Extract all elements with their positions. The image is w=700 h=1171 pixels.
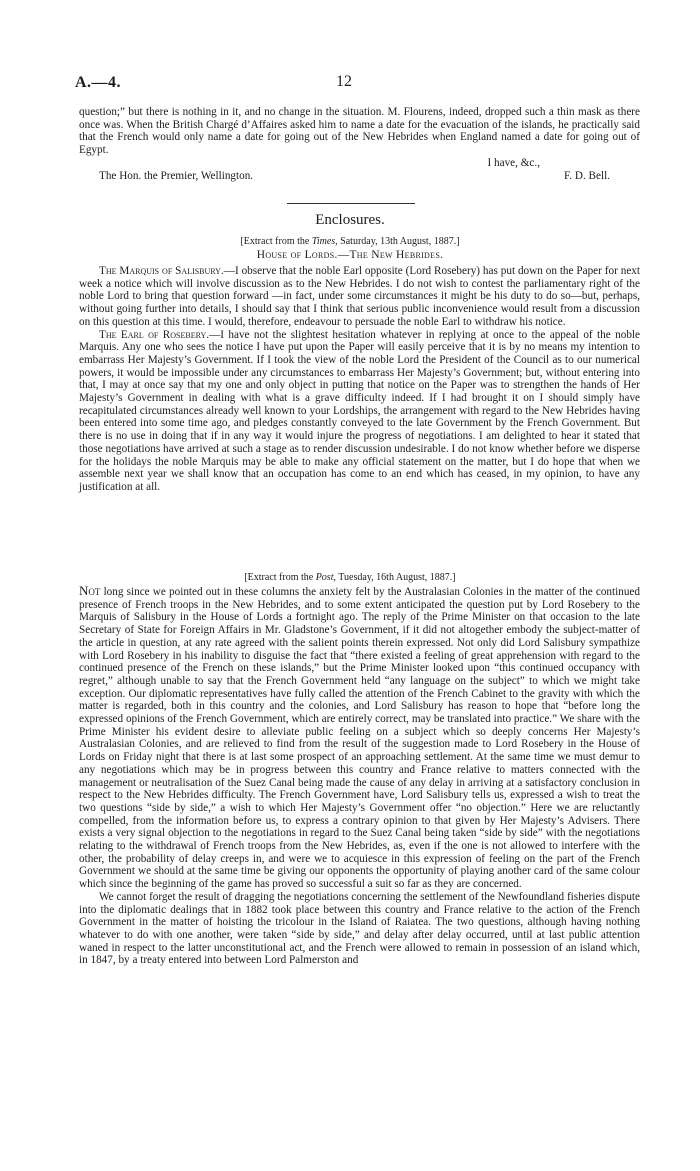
section-divider <box>287 203 415 204</box>
paragraph-text: .—I observe that the noble Earl opposite (Lord Rosebery) has put down on the Paper for next week a notice which will involve discussion as to the New Hebrides. I do not wish to contest the parliamentary right of the noble Lord to bring that question forward —in fact, under some circumstances it might be his duty to do so—but, perhaps, without going further into details, I should say that I think that serious public inconvenience would result from a discussion on this question at this time. I would, therefore, endeavour to persuade the noble Earl to withdraw his notice. <box>79 265 640 328</box>
speaker-name: The Earl of Rosebery <box>99 328 207 341</box>
heading-house: House of Lords <box>256 249 335 261</box>
paragraph-text: .—I have not the slightest hesitation whatever in replying at once to the appeal of the noble Marquis. Any one who sees the notice I have put upon the Paper will easily perceive that it is by no means my intention to embarrass Her Majesty’s Government. If I took the view of the noble Lord the President of the Council as to our numerical powers, it would be impossible under any circumstances to embarrass Her Majesty’s Government; but, without entering into that, I may at once say that my one and only object in putting that notice on the Paper was to strengthen the hands of Her Majesty’s Government in dealing with what is a grave difficulty indeed. If I had brought it on I should simply have recapitulated circumstances already well known to your Lordships, the arrangement with regard to the New Hebrides having been entered into some time ago, and pledges constantly conveyed to the late Government by the French Government. But there is no use in doing that if in any way it would injure the progress of negotiations. I am delighted to hear it stated that those negotiations have arrived at such a stage as to render discussion undesirable. I do not know whether before we disperse for the holidays the noble Marquis may be able to make any official statement on the matter, but I do hope that when we assemble next year we shall know that an occupation has come to an end which has ceased, in my opinion, to have any justification at all. <box>79 328 640 493</box>
article-paragraph-1 <box>79 585 640 891</box>
letter-signoff <box>79 170 640 183</box>
newspaper-name: Post <box>315 572 334 583</box>
extract-source-post <box>0 572 700 583</box>
heading-end: . <box>440 249 444 261</box>
enclosures-title: Enclosures. <box>315 212 385 228</box>
lead-word: Not <box>79 583 101 598</box>
letter-addressee: The Hon. the Premier, Wellington. <box>99 169 254 182</box>
letter-signature: F. D. Bell. <box>563 169 610 182</box>
heading-topic: The New Hebrides <box>349 249 441 261</box>
extract-source-times <box>0 236 700 247</box>
extract-prefix: [Extract from the <box>244 572 316 583</box>
extract-date: , Tuesday, 16th August, 1887.] <box>333 572 456 583</box>
rosebery-paragraph <box>79 329 640 494</box>
salisbury-paragraph <box>79 265 640 329</box>
paragraph-text: long since we pointed out in these columns the anxiety felt by the Australasian Colonies in the matter of the continued presence of French troops in the New Hebrides, and to some extent anticipated the question put by Lord Rosebery to the Marquis of Salisbury in the House of Lords a fortnight ago. The reply of the Prime Minister on that occasion to the late Secretary of State for Foreign Affairs in Mr. Gladstone’s Government, if it did not altogether embody the subject-matter of the article in question, at any rate agreed with the salient points therein expressed. Not only did Lord Salisbury sympathize with Lord Rosebery in his inability to disguise the fact that “there existed a feeling of great apprehension with regard to the continued presence of the French on these islands,” but the Prime Minister looked upon “this continued occupancy with regret,” although unable to say that the French Government held “any language on the subject” to which we might take exception. Our diplomatic representatives have fully called the attention of the French Cabinet to the gravity with which the matter is regarded, both in this country and the colonies, and Lord Salisbury has reason to hope that “before long the expressed opinions of the French Government, which are entirely correct, may be translated into practice.” We share with the Prime Minister his evident desire to alleviate public feeling on a subject which so deeply concerns Her Majesty’s Australasian Colonies, and are relieved to find from the result of the suggestion made to Lord Rosebery in the House of Lords on Friday night that there is at last some prospect of an approaching settlement. At the same time we must demur to any negotiations which may be in progress between this country and France relative to matters connected with the management or neutralisation of the Suez Canal being made the cause of any delay in arriving at a satisfactory conclusion in respect to the New Hebrides difficulty. The French Government have, Lord Salisbury tells us, expressed a wish to treat the two questions “side by side,” a wish to which Her Majesty’s Government offer “no objection.” Here we are reluctantly compelled, from the information before us, to express a contrary opinion to that given by Her Majesty’s Advisers. There exists a very signal objection to the negotiations in regard to the Suez Canal being taken “side by side” with the negotiations relating to the withdrawal of French troops from the New Hebrides, as, even if the one is not allowed to interfere with the other, the probability of delay creeps in, and were we to acquiesce in this expression of feeling on the part of the French Government we should at the same time be giving our opponents the opportunity of playing another card of the same colour which since the beginning of the game has proved so successful a suit so far as they are concerned. <box>79 586 640 891</box>
extract1-body <box>79 265 640 494</box>
speaker-name: The Marquis of Salisbury <box>99 265 221 277</box>
page-number: 12 <box>336 73 352 90</box>
letter-closing: I have, &c., <box>487 156 540 169</box>
letter-text: question;” but there is nothing in it, and no change in the situation. M. Flourens, indeed, dropped such a thin mask as there once was. When the British Chargé d’Affaires asked him to name a date for the evacuation of the islands, he practically said that the French would only name a date for going out of the New Hebrides when England named a date for going out of Egypt. <box>79 106 640 157</box>
article-paragraph-2: We cannot forget the result of dragging the negotiations concerning the settlement of the Newfoundland fisheries dispute into the diplomatic dealings that in 1882 took place between this country and France relative to the action of the French Government in the matter of hoisting the tricolour in the Island of Raiatea. The two questions, although having nothing whatever to do with one another, were taken “side by side,” and delay after delay occurred, until at last public attention waned in respect to the latter unconstitutional act, and the French were allowed to remain in possession of an island which, in 1847, by a treaty entered into between Lord Palmerston and <box>79 890 640 967</box>
document-id: A.—4. <box>75 74 122 91</box>
heading-separator: .— <box>334 249 350 261</box>
extract-date: , Saturday, 13th August, 1887.] <box>335 236 460 247</box>
letter-body <box>79 106 640 182</box>
newspaper-name: Times <box>311 236 336 247</box>
extract-prefix: [Extract from the <box>240 236 312 247</box>
extract2-body <box>79 585 640 967</box>
debate-heading <box>0 249 700 261</box>
